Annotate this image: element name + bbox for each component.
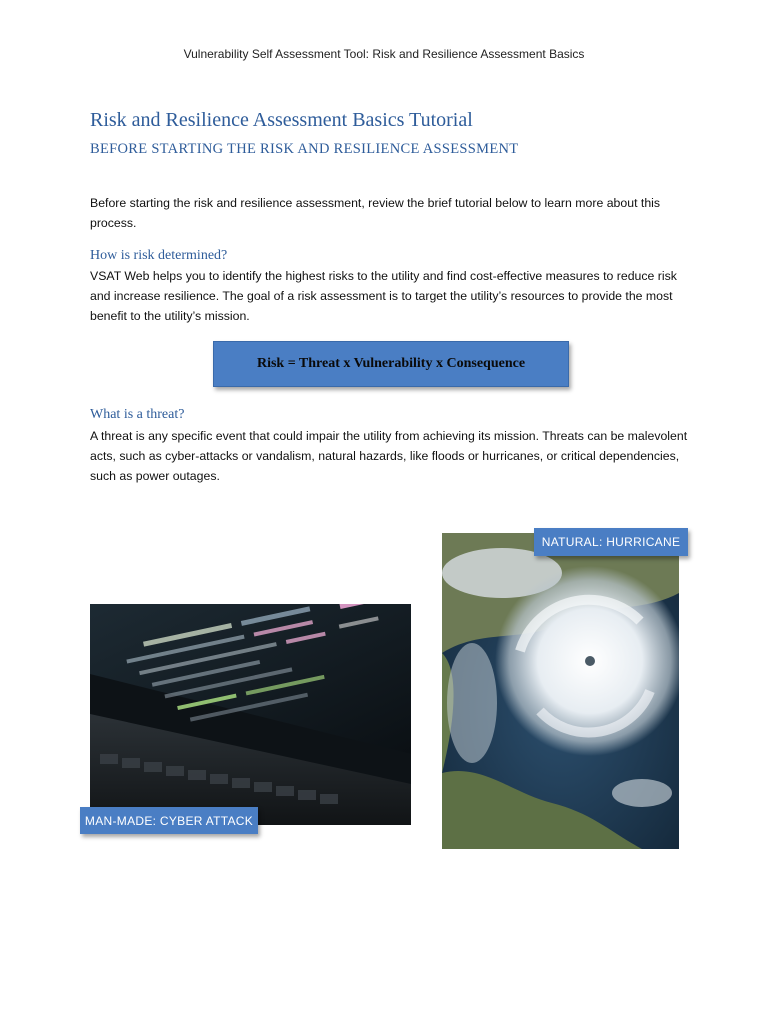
intro-paragraph: Before starting the risk and resilience assessment, review the brief tutorial below to learn more about this process.	[90, 196, 661, 230]
cyber-attack-image	[90, 604, 411, 825]
page-title: Risk and Resilience Assessment Basics Tutorial	[90, 109, 473, 131]
hurricane-image	[442, 533, 679, 849]
running-header: Vulnerability Self Assessment Tool: Risk and Resilience Assessment Basics	[183, 47, 585, 61]
cyber-attack-caption: MAN-MADE: CYBER ATTACK	[80, 807, 258, 834]
page-subtitle: BEFORE STARTING THE RISK AND RESILIENCE ASSESSMENT	[90, 141, 519, 157]
risk-formula-box: Risk = Threat x Vulnerability x Consequence	[213, 341, 569, 387]
risk-heading: How is risk determined?	[90, 248, 228, 263]
hurricane-caption: NATURAL: HURRICANE	[534, 528, 688, 556]
threat-heading: What is a threat?	[90, 407, 185, 422]
threat-paragraph: A threat is any specific event that could impair the utility from achieving its mission. Threats can be malevolent acts, such as cyber-attacks or vandalism, natural hazards, like floods or hurricanes, or critical dependencies, such as power outages.	[90, 429, 688, 483]
risk-paragraph: VSAT Web helps you to identify the highest risks to the utility and find cost-effective measures to reduce risk and increase resilience. The goal of a risk assessment is to target the utility’s resources to provide the most benefit to the utility’s mission.	[90, 269, 677, 323]
